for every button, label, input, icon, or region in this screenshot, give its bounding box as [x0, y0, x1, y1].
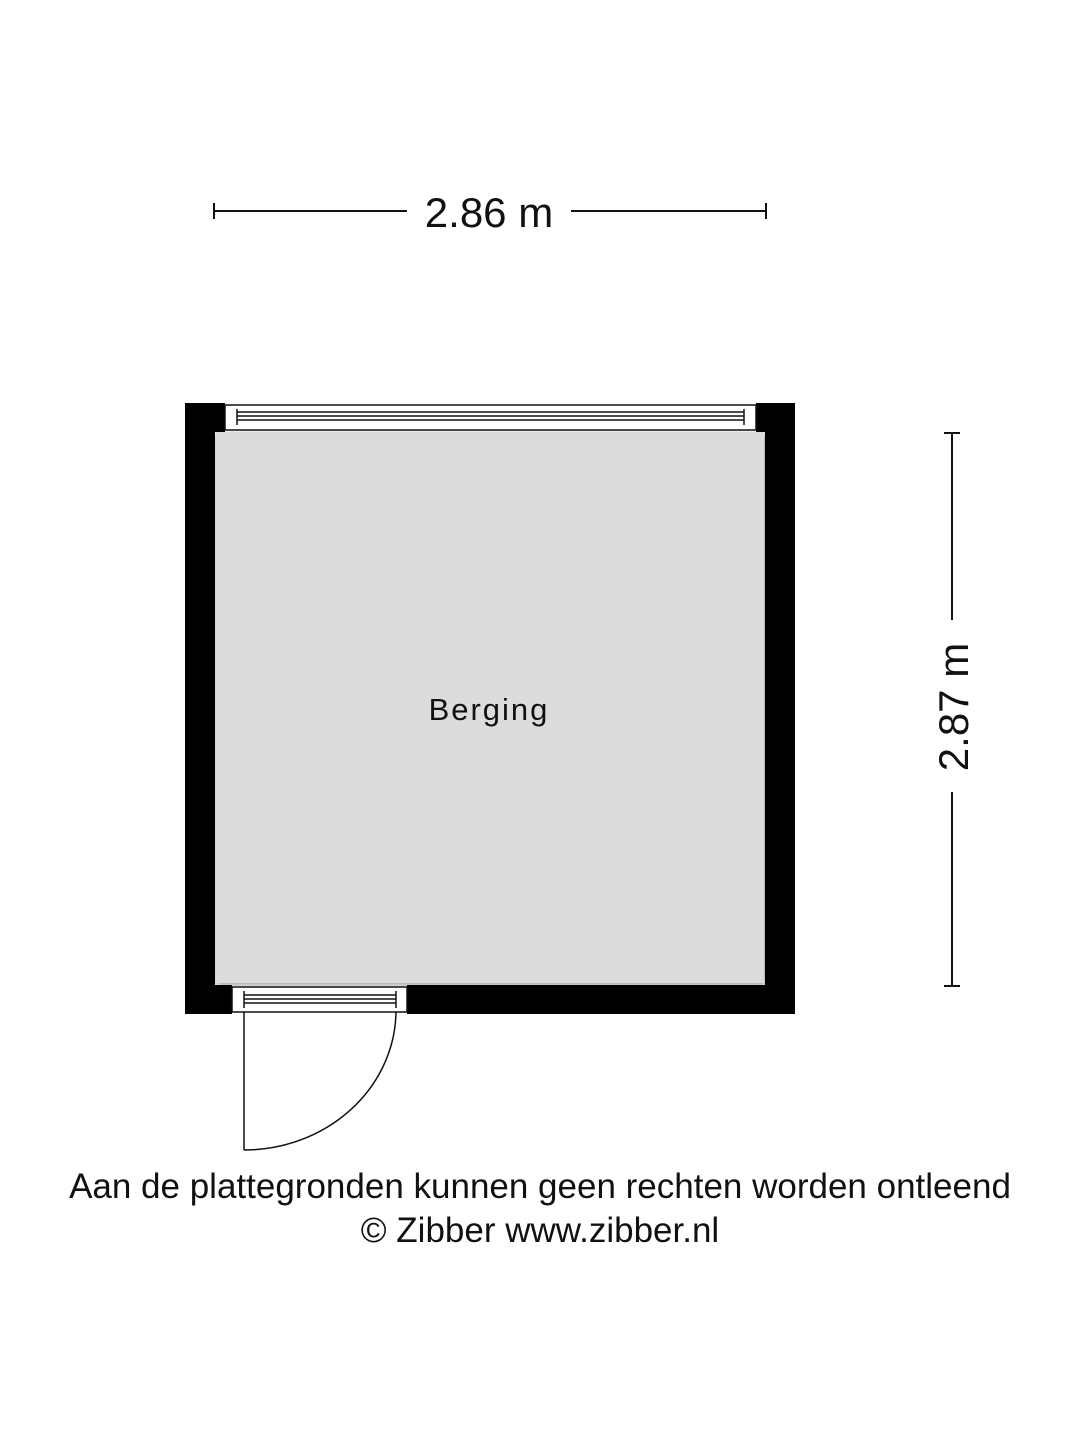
wall-bottom-left — [185, 985, 232, 1014]
window-top-frame — [225, 405, 756, 430]
disclaimer-text: Aan de plattegronden kunnen geen rechten worden ontleend — [69, 1167, 1011, 1206]
wall-bottom-right — [407, 985, 795, 1014]
height-dimension — [930, 433, 977, 986]
wall-left — [185, 403, 215, 1014]
room-label: Berging — [428, 692, 550, 727]
copyright-text: © Zibber www.zibber.nl — [360, 1211, 720, 1250]
wall-top-left — [185, 403, 225, 432]
width-dimension — [214, 189, 766, 236]
door-bottom — [232, 987, 407, 1150]
height-dimension-label: 2.87 m — [930, 642, 977, 772]
wall-top-right — [756, 403, 795, 432]
door-swing-arc — [244, 1012, 396, 1150]
wall-right — [765, 403, 795, 1014]
width-dimension-label: 2.86 m — [424, 189, 554, 236]
window-top — [225, 405, 756, 430]
